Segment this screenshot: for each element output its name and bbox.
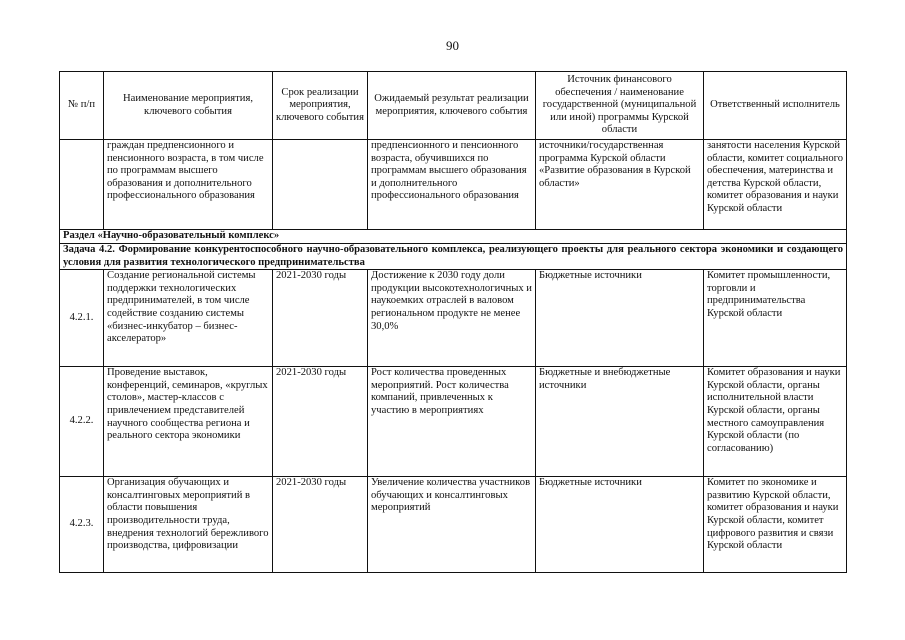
header-result: Ожидаемый результат реализации мероприятия, ключевого события [368, 72, 536, 140]
plan-table [59, 71, 847, 573]
row-source: Бюджетные и внебюджетные источники [536, 367, 704, 477]
table-row [60, 270, 847, 367]
row-executor: Комитет промышленности, торговли и предпринимательства Курской области [704, 270, 847, 367]
row-result: Рост количества проведенных мероприятий. Рост количества компаний, привлеченных к участию в мероприятиях [368, 367, 536, 477]
row-name: Создание региональной системы поддержки технологических предпринимателей, в том числе содействие созданию системы «бизнес-инкубатор – бизнес-акселератор» [104, 270, 273, 367]
row-name: Проведение выставок, конференций, семинаров, «круглых столов», мастер-классов с привлечением представителей научного сообщества региона и реального сектора экономики [104, 367, 273, 477]
row-num: 4.2.2. [60, 367, 104, 477]
row-result: Достижение к 2030 году доли продукции высокотехнологичных и наукоемких отраслей в валовом региональном продукте не менее 30,0% [368, 270, 536, 367]
table-row [60, 140, 847, 230]
row-term: 2021-2030 годы [273, 477, 368, 573]
row-result: Увеличение количества участников обучающих и консалтинговых мероприятий [368, 477, 536, 573]
row-source: Бюджетные источники [536, 477, 704, 573]
header-num: № п/п [60, 72, 104, 140]
header-source: Источник финансового обеспечения / наименование государственной (муниципальной или иной) программы Курской области [536, 72, 704, 140]
row-executor: Комитет по экономике и развитию Курской области, комитет образования и науки Курской области, комитет цифрового развития и связи Курской области [704, 477, 847, 573]
header-row [60, 72, 847, 140]
row-num [60, 140, 104, 230]
section-row [60, 230, 847, 244]
header-executor: Ответственный исполнитель [704, 72, 847, 140]
table-row [60, 477, 847, 573]
header-name: Наименование мероприятия, ключевого события [104, 72, 273, 140]
row-num: 4.2.1. [60, 270, 104, 367]
section-title: Раздел «Научно-образовательный комплекс» [60, 230, 847, 244]
row-term: 2021-2030 годы [273, 367, 368, 477]
task-title: Задача 4.2. Формирование конкурентоспособного научно-образовательного комплекса, реализующего проекты для реального сектора экономики и создающего условия для развития технологического предпринимательства [60, 244, 847, 270]
row-term: 2021-2030 годы [273, 270, 368, 367]
row-num: 4.2.3. [60, 477, 104, 573]
row-result: предпенсионного и пенсионного возраста, обучившихся по программам высшего образования и дополнительного профессионального образования [368, 140, 536, 230]
row-name: Организация обучающих и консалтинговых мероприятий в области повышения производительности труда, внедрения технологий бережливого производства, цифровизации [104, 477, 273, 573]
row-executor: Комитет образования и науки Курской области, органы исполнительной власти Курской области, органы местного самоуправления Курской области (по согласованию) [704, 367, 847, 477]
row-term [273, 140, 368, 230]
header-term: Срок реализации мероприятия, ключевого события [273, 72, 368, 140]
page-number: 90 [446, 38, 459, 53]
task-row [60, 244, 847, 270]
row-executor: занятости населения Курской области, комитет социального обеспечения, материнства и детства Курской области, комитет образования и науки Курской области [704, 140, 847, 230]
row-source: источники/государственная программа Курской области «Развитие образования в Курской области» [536, 140, 704, 230]
row-name: граждан предпенсионного и пенсионного возраста, в том числе по программам высшего образования и дополнительного профессионального образования [104, 140, 273, 230]
table-row [60, 367, 847, 477]
row-source: Бюджетные источники [536, 270, 704, 367]
